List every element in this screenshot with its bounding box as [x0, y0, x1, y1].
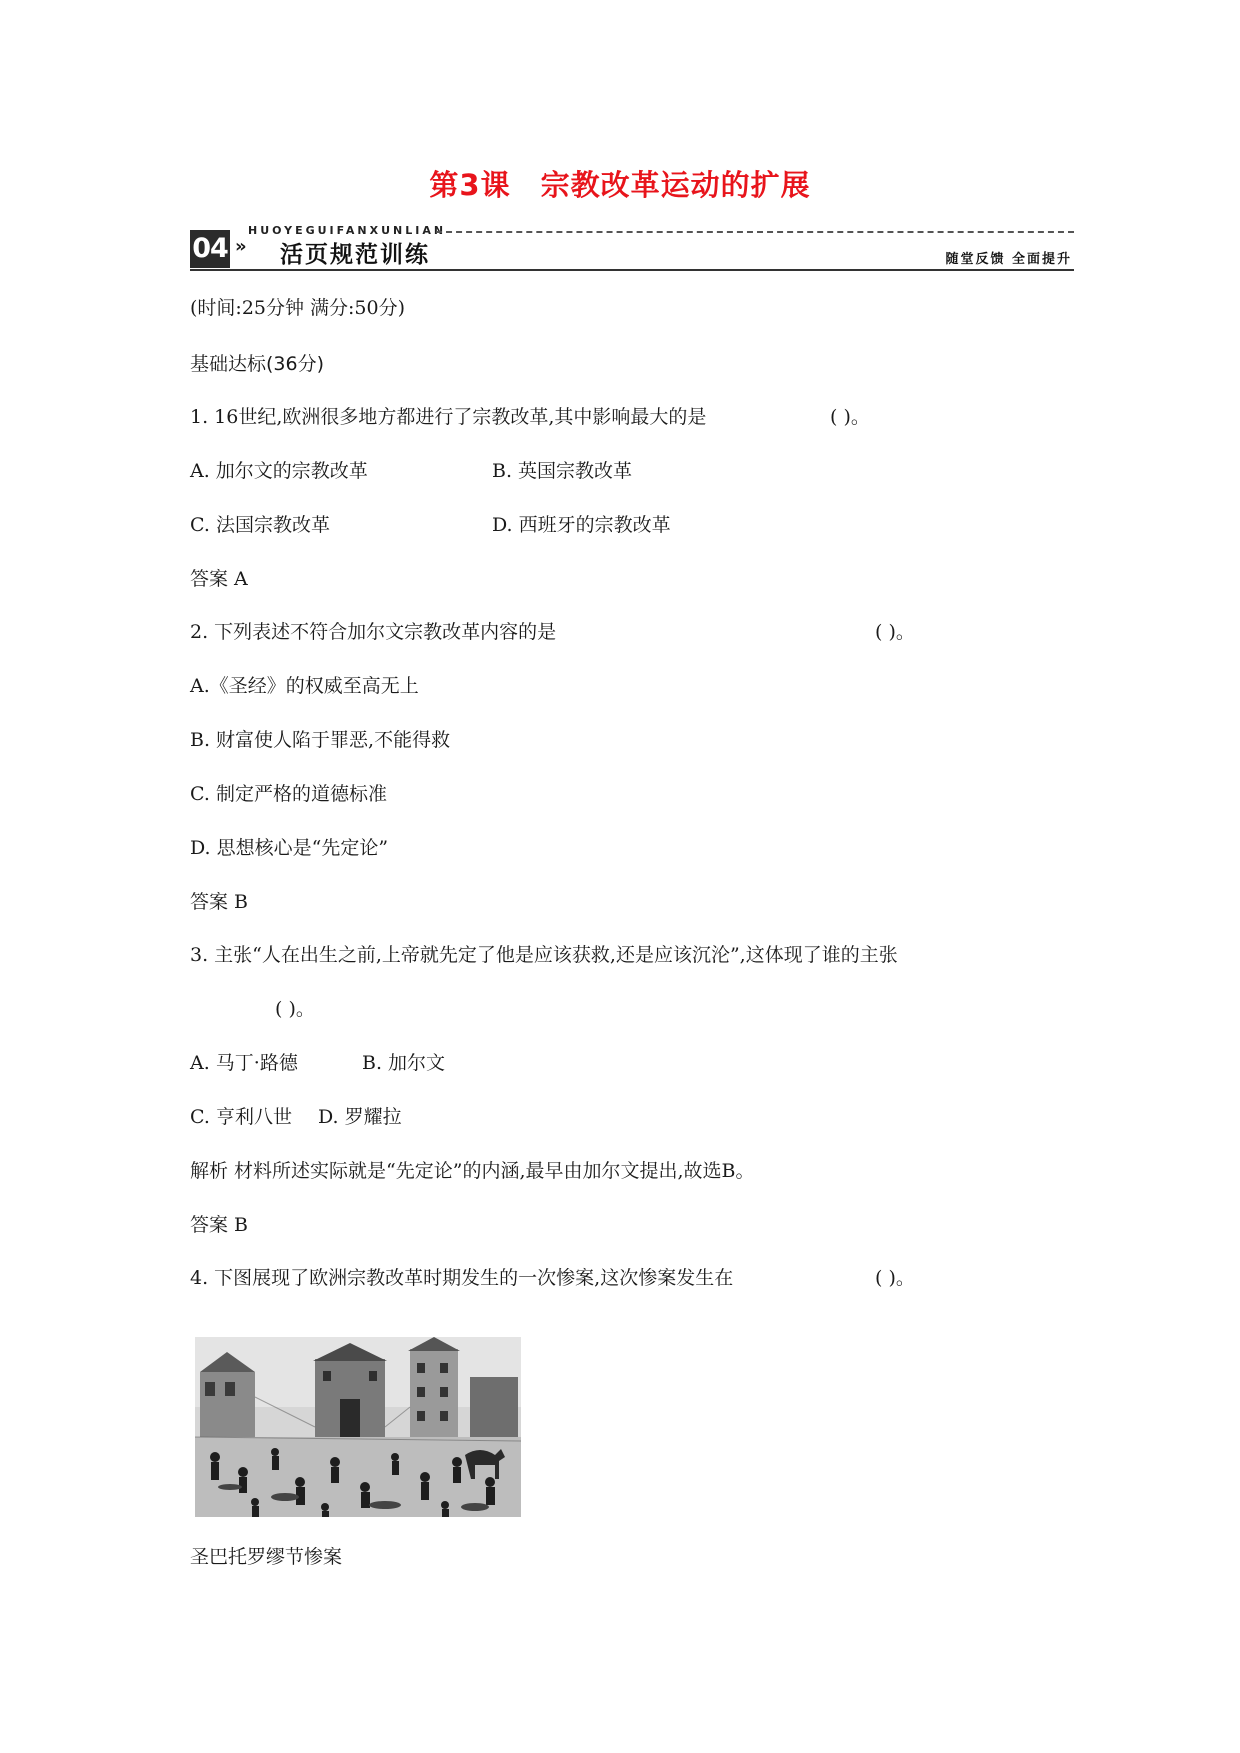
section-label: 活页规范训练 [280, 242, 430, 268]
question-3-option-a: A. 马丁·路德 [190, 1052, 298, 1074]
section-number-badge: 04 [190, 230, 230, 268]
question-3-answer: 答案 B [190, 1214, 249, 1236]
question-1-option-d: D. 西班牙的宗教改革 [492, 514, 671, 536]
question-1-blank: ( )。 [830, 406, 870, 428]
question-2-blank: ( )。 [875, 621, 915, 643]
question-2-option-a: A.《圣经》的权威至高无上 [190, 675, 419, 697]
section-heading: 基础达标(36分) [190, 353, 325, 375]
question-3-stem: 3. 主张“人在出生之前,上帝就先定了他是应该获救,还是应该沉沦”,这体现了谁的主张 [190, 944, 898, 966]
question-2-stem: 2. 下列表述不符合加尔文宗教改革内容的是 [190, 621, 557, 643]
question-4-blank: ( )。 [875, 1267, 915, 1289]
lesson-topic: 宗教改革运动的扩展 [540, 168, 811, 202]
question-1-option-b: B. 英国宗教改革 [492, 460, 633, 482]
section-pinyin: HUOYEGUIFANXUNLIAN [248, 224, 447, 237]
question-1-option-a: A. 加尔文的宗教改革 [190, 460, 368, 482]
lesson-title [0, 163, 1240, 204]
question-2-option-c: C. 制定严格的道德标准 [190, 783, 387, 805]
lesson-number: 第3课 [429, 168, 511, 202]
engraving-illustration [195, 1337, 521, 1517]
question-1-stem: 1. 16世纪,欧洲很多地方都进行了宗教改革,其中影响最大的是 [190, 406, 707, 428]
question-3-option-b: B. 加尔文 [362, 1052, 446, 1074]
question-4-stem: 4. 下图展现了欧洲宗教改革时期发生的一次惨案,这次惨案发生在 [190, 1267, 734, 1289]
figure-caption: 圣巴托罗缪节惨案 [190, 1546, 343, 1568]
banner-underline [190, 269, 1074, 271]
section-tagline: 随堂反馈 全面提升 [945, 252, 1072, 267]
question-2-answer: 答案 B [190, 891, 249, 913]
question-1-answer: 答案 A [190, 568, 248, 590]
question-3-blank: ( )。 [275, 998, 315, 1020]
question-3-analysis: 解析 材料所述实际就是“先定论”的内涵,最早由加尔文提出,故选B。 [190, 1160, 755, 1182]
question-1-option-c: C. 法国宗教改革 [190, 514, 330, 536]
dashed-divider [436, 231, 1074, 233]
time-limit: (时间:25分钟 满分:50分) [190, 297, 406, 319]
section-banner [190, 224, 1074, 270]
question-2-option-d: D. 思想核心是“先定论” [190, 837, 389, 859]
question-2-option-b: B. 财富使人陷于罪恶,不能得救 [190, 729, 451, 751]
question-3-option-d: D. 罗耀拉 [318, 1106, 402, 1128]
question-3-option-c: C. 亨利八世 [190, 1106, 292, 1128]
massacre-engraving-image [195, 1337, 521, 1517]
double-chevron-icon: » [235, 236, 247, 257]
